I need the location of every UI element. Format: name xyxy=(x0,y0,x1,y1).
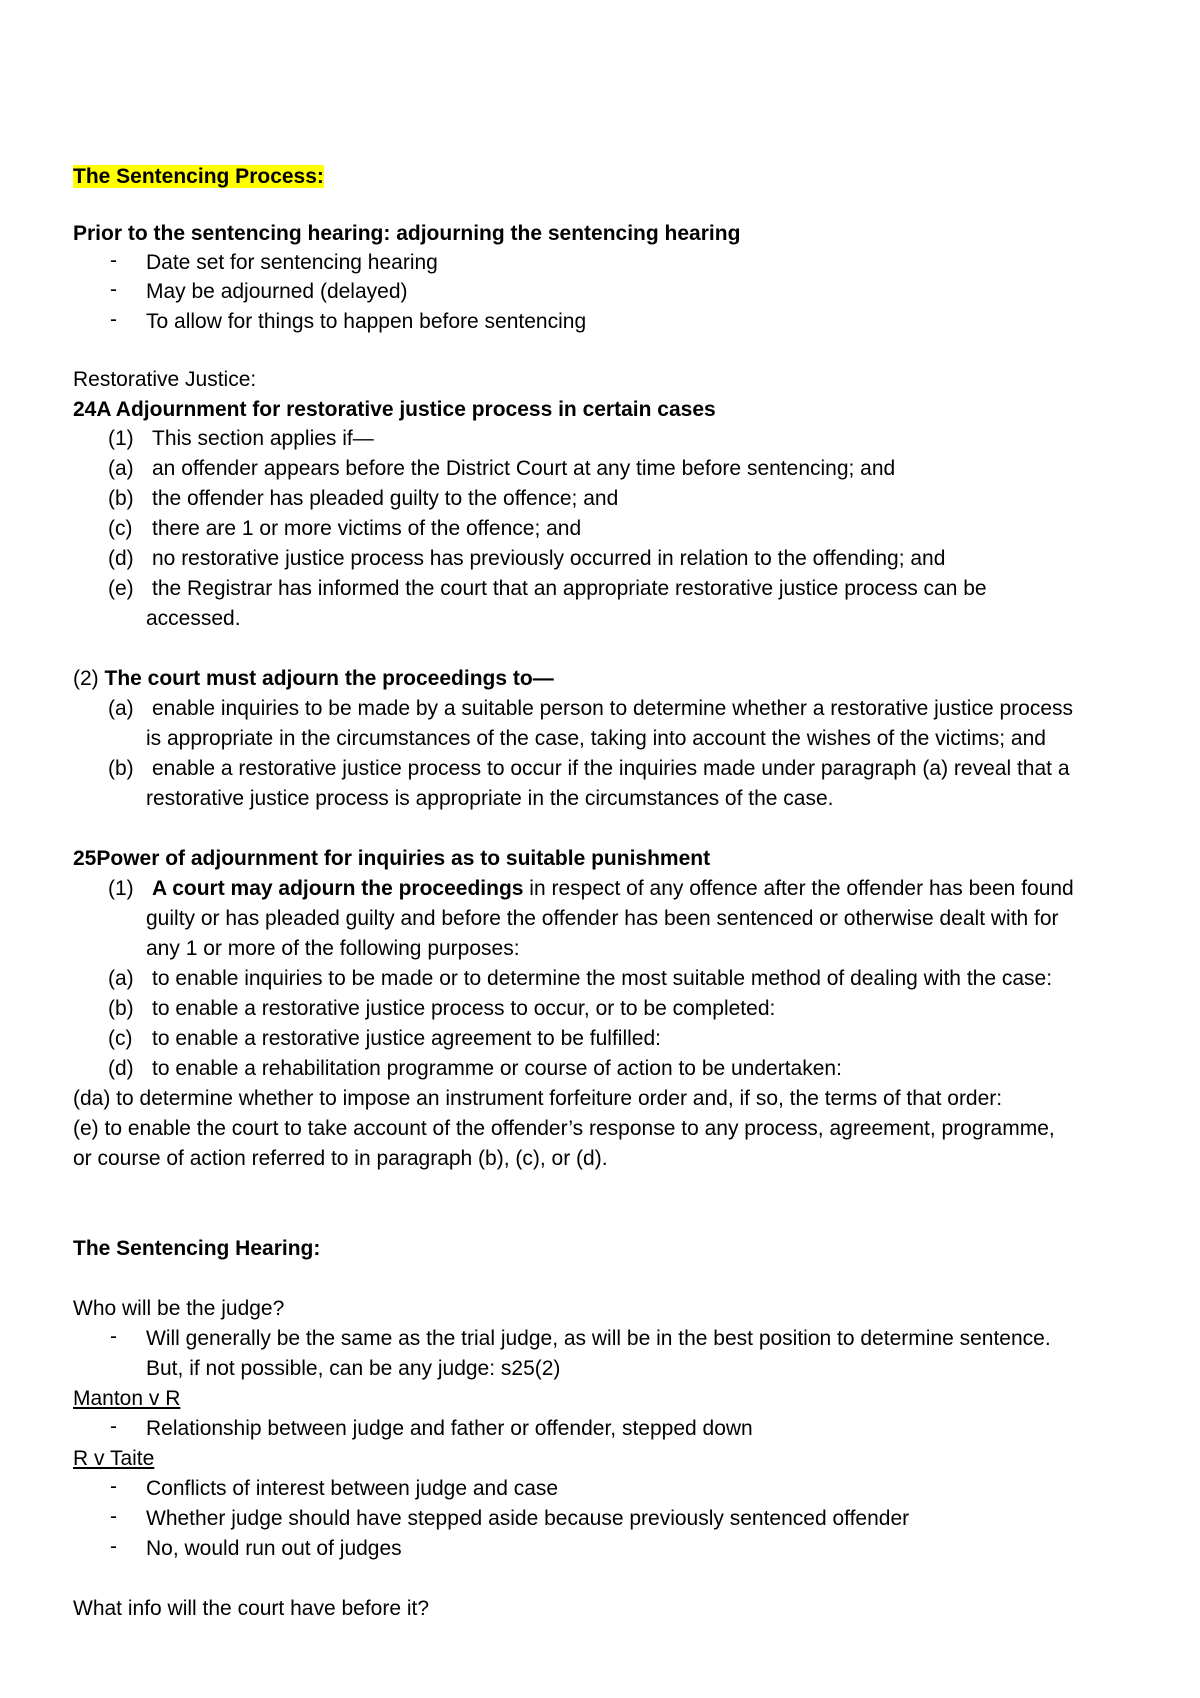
s25-item-text: to enable a restorative justice agreement to be fulfilled: xyxy=(152,1027,661,1050)
s24a-item-num: (a) xyxy=(108,457,134,480)
bullet-dash: - xyxy=(110,308,117,331)
hearing-heading: The Sentencing Hearing: xyxy=(73,1237,321,1260)
s25-item-da: (da) to determine whether to impose an instrument forfeiture order and, if so, the terms of that order: xyxy=(73,1087,1003,1110)
s24a-sub2 xyxy=(73,665,554,693)
case-bullet: Whether judge should have stepped aside because previously sentenced offender xyxy=(146,1507,910,1530)
s24a-sub1-text: This section applies if— xyxy=(152,427,374,450)
s25-item-e-continuation: or course of action referred to in paragraph (b), (c), or (d). xyxy=(73,1147,608,1170)
s24a-sub1-num: (1) xyxy=(108,427,134,450)
s24a-sub2-item-text: enable a restorative justice process to occur if the inquiries made under paragraph (a) reveal that a xyxy=(152,757,1070,780)
bullet-dash: - xyxy=(110,1415,117,1438)
s24a-sub2-item-num: (a) xyxy=(108,697,134,720)
s25-item-num: (b) xyxy=(108,997,134,1020)
s24a-item-text: there are 1 or more victims of the offence; and xyxy=(152,517,582,540)
prior-bullet-2: May be adjourned (delayed) xyxy=(146,280,408,303)
s24a-sub2-prefix: (2) xyxy=(73,667,105,690)
title-highlight: The Sentencing Process: xyxy=(73,165,324,188)
s24a-sub2-item-continuation: restorative justice process is appropriate in the circumstances of the case. xyxy=(146,787,834,810)
case-bullet: No, would run out of judges xyxy=(146,1537,402,1560)
s25-item-text: to enable a restorative justice process to occur, or to be completed: xyxy=(152,997,776,1020)
s24a-sub2-item-text: enable inquiries to be made by a suitable person to determine whether a restorative justice process xyxy=(152,697,1074,720)
s24a-item-num: (e) xyxy=(108,577,134,600)
page-title xyxy=(73,163,324,191)
s24a-sub2-item-num: (b) xyxy=(108,757,134,780)
s24a-item-text: the offender has pleaded guilty to the offence; and xyxy=(152,487,619,510)
bullet-dash: - xyxy=(110,249,117,272)
restorative-label: Restorative Justice: xyxy=(73,368,257,391)
s25-sub1-rest: in respect of any offence after the offender has been found xyxy=(523,877,1074,900)
s25-item-num: (c) xyxy=(108,1027,133,1050)
bullet-dash: - xyxy=(110,278,117,301)
case-name-manton: Manton v R xyxy=(73,1387,181,1410)
bullet-dash: - xyxy=(110,1475,117,1498)
bullet-dash: - xyxy=(110,1325,117,1348)
s24a-sub2-bold: The court must adjourn the proceedings to— xyxy=(104,667,554,690)
prior-bullet-3: To allow for things to happen before sentencing xyxy=(146,310,587,333)
hearing-question: Who will be the judge? xyxy=(73,1297,285,1320)
s25-sub1-num: (1) xyxy=(108,877,134,900)
s24a-item-text: an offender appears before the District Court at any time before sentencing; and xyxy=(152,457,896,480)
hearing-bullet: Will generally be the same as the trial judge, as will be in the best position to determine sentence. xyxy=(146,1327,1051,1350)
case-name-taite: R v Taite xyxy=(73,1447,155,1470)
case-bullet: Relationship between judge and father or offender, stepped down xyxy=(146,1417,753,1440)
prior-heading: Prior to the sentencing hearing: adjourning the sentencing hearing xyxy=(73,222,741,245)
info-question: What info will the court have before it? xyxy=(73,1597,430,1620)
s24a-item-text: the Registrar has informed the court that an appropriate restorative justice process can be xyxy=(152,577,987,600)
s24a-item-num: (b) xyxy=(108,487,134,510)
s25-sub1-text xyxy=(152,875,1074,903)
s25-item-text: to enable inquiries to be made or to determine the most suitable method of dealing with the case: xyxy=(152,967,1053,990)
bullet-dash: - xyxy=(110,1535,117,1558)
hearing-bullet-continuation: But, if not possible, can be any judge: s25(2) xyxy=(146,1357,561,1380)
s25-item-num: (a) xyxy=(108,967,134,990)
s25-sub1-bold: A court may adjourn the proceedings xyxy=(152,877,524,900)
s25-sub1-continuation: any 1 or more of the following purposes: xyxy=(146,937,520,960)
s24a-item-num: (c) xyxy=(108,517,133,540)
s25-heading: 25Power of adjournment for inquiries as to suitable punishment xyxy=(73,847,711,870)
s24a-item-continuation: accessed. xyxy=(146,607,241,630)
s24a-item-num: (d) xyxy=(108,547,134,570)
s25-item-num: (d) xyxy=(108,1057,134,1080)
s24a-item-text: no restorative justice process has previously occurred in relation to the offending; and xyxy=(152,547,946,570)
s25-item-e: (e) to enable the court to take account of the offender’s response to any process, agreement, programme, xyxy=(73,1117,1055,1140)
s25-sub1-continuation: guilty or has pleaded guilty and before the offender has been sentenced or otherwise dealt with for xyxy=(146,907,1059,930)
case-bullet: Conflicts of interest between judge and case xyxy=(146,1477,559,1500)
s24a-sub2-item-continuation: is appropriate in the circumstances of the case, taking into account the wishes of the victims; and xyxy=(146,727,1046,750)
bullet-dash: - xyxy=(110,1505,117,1528)
prior-bullet-1: Date set for sentencing hearing xyxy=(146,251,438,274)
s24a-heading: 24A Adjournment for restorative justice process in certain cases xyxy=(73,398,716,421)
s25-item-text: to enable a rehabilitation programme or course of action to be undertaken: xyxy=(152,1057,842,1080)
